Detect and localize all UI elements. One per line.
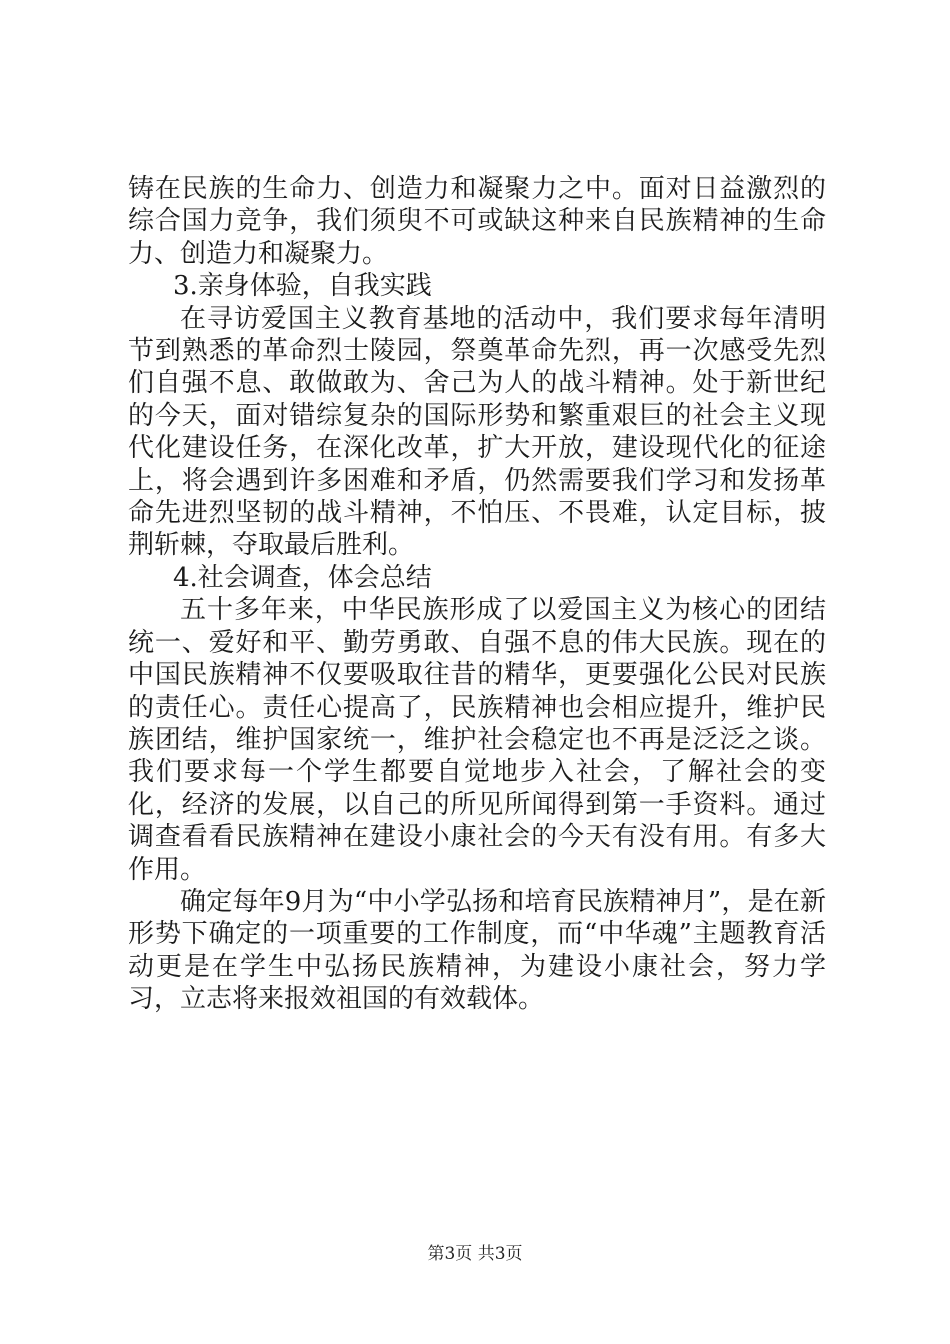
paragraph-continuation: 铸在民族的生命力、创造力和凝聚力之中。面对日益激烈的综合国力竞争，我们须臾不可或缺这种来自民族精神的生命力、创造力和凝聚力。 bbox=[128, 174, 826, 269]
paragraph-conclusion: 确定每年9月为“中小学弘扬和培育民族精神月”，是在新形势下确定的一项重要的工作制度，而“中华魂”主题教育活动更是在学生中弘扬民族精神，为建设小康社会，努力学习，立志将来报效祖国的有效载体。 bbox=[128, 886, 826, 1015]
section-heading-3: 3.亲身体验，自我实践 bbox=[173, 271, 432, 302]
page-footer bbox=[0, 1243, 950, 1265]
paragraph-memorial-visit: 在寻访爱国主义教育基地的活动中，我们要求每年清明节到熟悉的革命烈士陵园，祭奠革命先烈，再一次感受先烈们自强不息、敢做敢为、舍己为人的战斗精神。处于新世纪的今天，面对错综复杂的国际形势和繁重艰巨的社会主义现代化建设任务，在深化改革，扩大开放，建设现代化的征途上，将会遇到许多困难和矛盾，仍然需要我们学习和发扬革命先进烈坚韧的战斗精神，不怕压、不畏难，认定目标，披荆斩棘，夺取最后胜利。 bbox=[128, 303, 826, 561]
paragraph-social-survey: 五十多年来，中华民族形成了以爱国主义为核心的团结统一、爱好和平、勤劳勇敢、自强不息的伟大民族。现在的中国民族精神不仅要吸取往昔的精华，更要强化公民对民族的责任心。责任心提高了，民族精神也会相应提升，维护民族团结，维护国家统一，维护社会稳定也不再是泛泛之谈。我们要求每一个学生都要自觉地步入社会，了解社会的变化，经济的发展，以自己的所见所闻得到第一手资料。通过调查看看民族精神在建设小康社会的今天有没有用。有多大作用。 bbox=[128, 595, 826, 885]
document-body bbox=[128, 173, 826, 1016]
section-heading-4: 4.社会调查，体会总结 bbox=[173, 562, 432, 593]
page-number-label: 第3页 共3页 bbox=[427, 1244, 523, 1264]
